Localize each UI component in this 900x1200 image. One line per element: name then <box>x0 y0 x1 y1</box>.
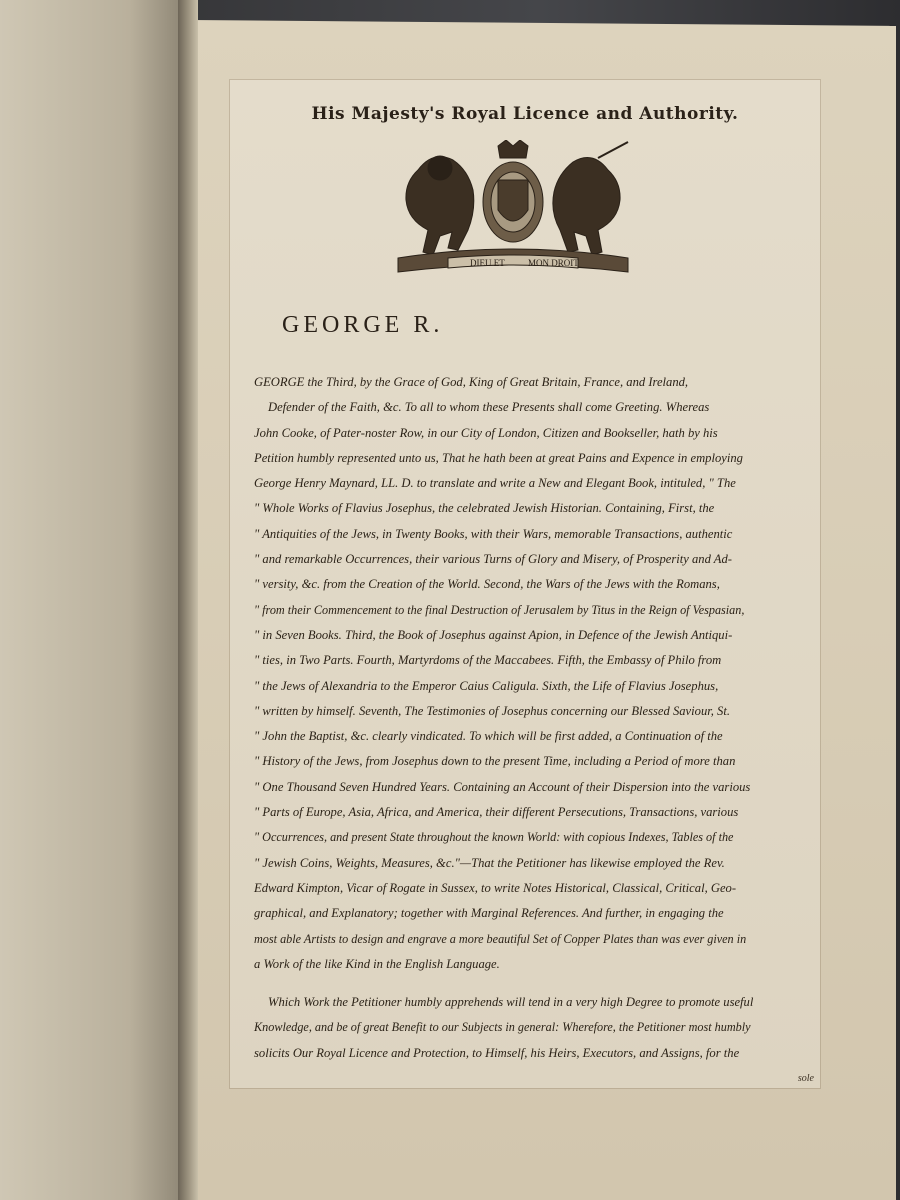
body-line: " One Thousand Seven Hundred Years. Containing an Account of their Dispersion into the various <box>254 779 751 794</box>
body-line: solicits Our Royal Licence and Protection, to Himself, his Heirs, Executors, and Assigns, for the <box>254 1045 740 1060</box>
body-line: most able Artists to design and engrave a more beautiful Set of Copper Plates than was ever given in <box>254 931 747 946</box>
petition-paragraph <box>254 990 820 1066</box>
body-line: " Parts of Europe, Asia, Africa, and America, their different Persecutions, Transactions, various <box>254 805 739 820</box>
body-line: George Henry Maynard, LL. D. to translate and write a New and Elegant Book, intituled, " The <box>254 476 736 491</box>
left-page <box>0 0 185 1200</box>
body-line: " versity, &c. from the Creation of the World. Second, the Wars of the Jews with the Romans, <box>254 577 720 592</box>
body-line: " and remarkable Occurrences, their various Turns of Glory and Misery, of Prosperity and Ad- <box>254 552 732 567</box>
king-signature-heading: GEORGE R. <box>282 312 444 338</box>
body-line: " History of the Jews, from Josephus down to the present Time, including a Period of more than <box>254 754 736 769</box>
body-line: " Antiquities of the Jews, in Twenty Books, with their Wars, memorable Transactions, authentic <box>254 526 733 541</box>
body-line: Defender of the Faith, &c. To all to whom these Presents shall come Greeting. Whereas <box>268 400 710 415</box>
body-line: GEORGE the Third, by the Grace of God, King of Great Britain, France, and Ireland, <box>254 375 689 389</box>
body-line: " written by himself. Seventh, The Testimonies of Josephus concerning our Blessed Saviour, St. <box>254 703 730 718</box>
body-line: " John the Baptist, &c. clearly vindicated. To which will be first added, a Continuation of the <box>254 729 723 744</box>
body-line: a Work of the like Kind in the English Language. <box>254 956 500 971</box>
licence-body <box>254 370 820 977</box>
body-line: graphical, and Explanatory; together with Marginal References. And further, in engaging the <box>254 906 724 921</box>
body-line: " the Jews of Alexandria to the Emperor Caius Caligula. Sixth, the Life of Flavius Josephus, <box>254 678 719 693</box>
motto-right: MON DROIT <box>528 258 579 268</box>
licence-sheet <box>230 80 820 1088</box>
licence-header: His Majesty's Royal Licence and Authority. <box>311 104 739 124</box>
body-line: Edward Kimpton, Vicar of Rogate in Sussex, to write Notes Historical, Classical, Critical, Geo- <box>254 880 737 895</box>
motto-left: DIEU ET <box>470 258 505 268</box>
body-line: Petition humbly represented unto us, That he hath been at great Pains and Expence in employing <box>254 450 743 465</box>
body-line: " Jewish Coins, Weights, Measures, &c."—That the Petitioner has likewise employed the Rev. <box>254 855 725 870</box>
book-gutter <box>178 0 198 1200</box>
body-line: John Cooke, of Pater-noster Row, in our City of London, Citizen and Bookseller, hath by his <box>254 425 718 440</box>
body-line: " Occurrences, and present State throughout the known World: with copious Indexes, Tables of the <box>254 830 734 845</box>
body-line: " ties, in Two Parts. Fourth, Martyrdoms of the Maccabees. Fifth, the Embassy of Philo from <box>254 653 722 668</box>
body-line: " in Seven Books. Third, the Book of Josephus against Apion, in Defence of the Jewish Antiqui- <box>254 627 733 642</box>
body-line: " Whole Works of Flavius Josephus, the celebrated Jewish Historian. Containing, First, the <box>254 501 715 516</box>
body-line: Knowledge, and be of great Benefit to our Subjects in general: Wherefore, the Petitioner most humbly <box>254 1020 751 1035</box>
body-line: Which Work the Petitioner humbly apprehends will tend in a very high Degree to promote useful <box>268 995 754 1009</box>
catchword: sole <box>797 1073 814 1084</box>
body-line: " from their Commencement to the final Destruction of Jerusalem by Titus in the Reign of Vespasian, <box>254 602 745 617</box>
royal-arms-emblem <box>378 140 648 280</box>
